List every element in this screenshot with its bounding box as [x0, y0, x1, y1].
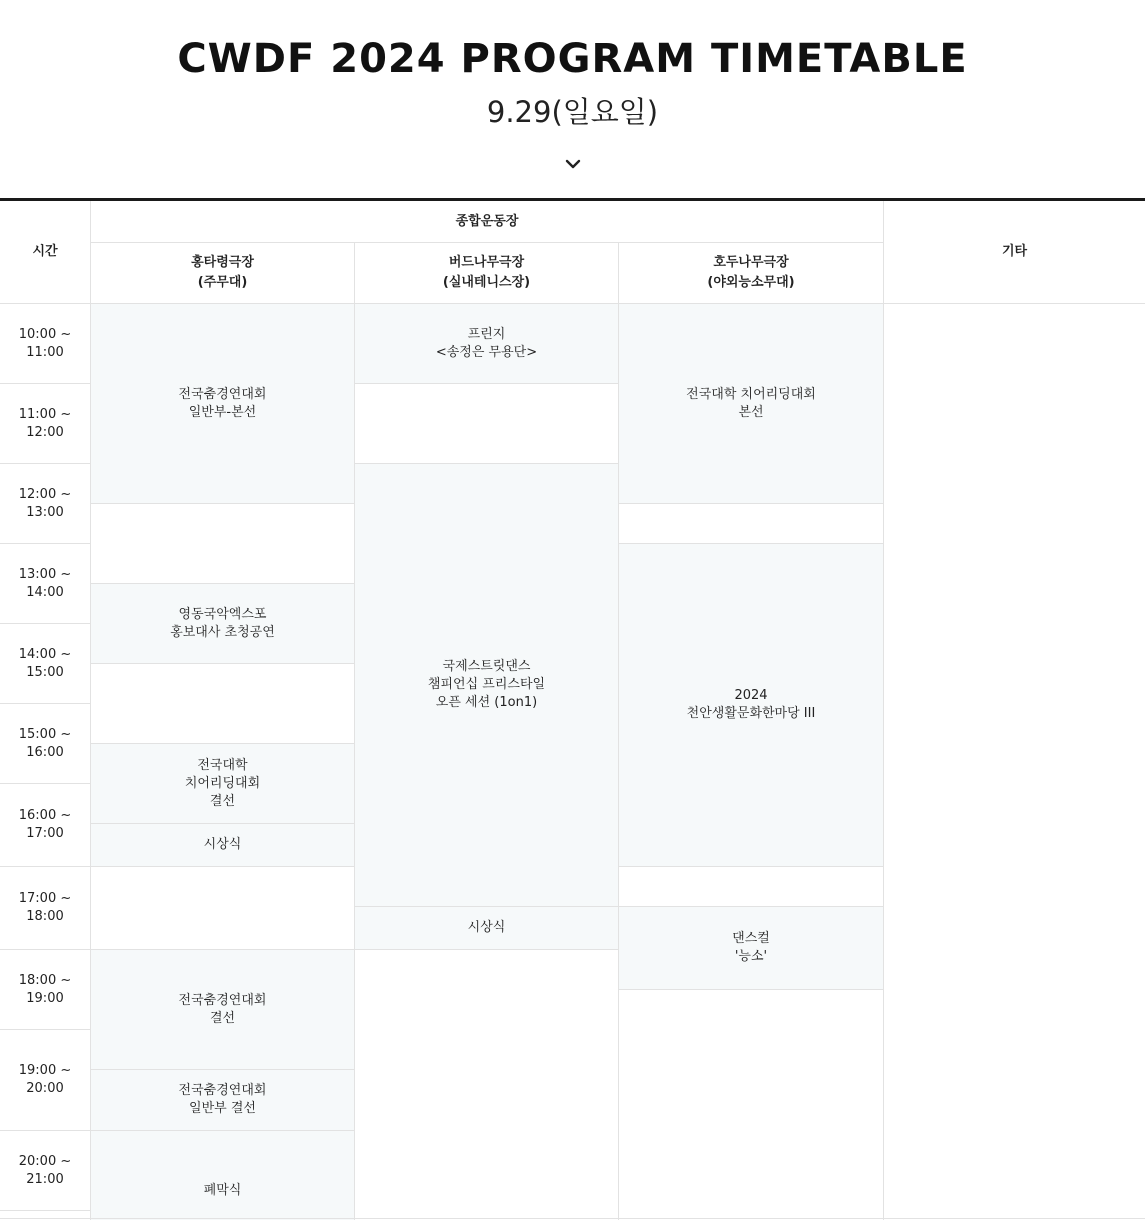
event-label: 2024 천안생활문화한마당 III — [686, 688, 816, 721]
grid-line — [883, 201, 884, 1220]
grid-line — [91, 949, 354, 950]
event-cell[interactable] — [91, 1070, 354, 1130]
event-cell[interactable] — [619, 304, 883, 503]
grid-line — [0, 623, 90, 624]
time-slot — [0, 950, 90, 1029]
grid-line — [619, 989, 883, 990]
time-label: 20:00 ~ 21:00 — [18, 1153, 72, 1187]
grid-line — [90, 201, 91, 1220]
grid-line — [619, 543, 883, 544]
grid-line — [91, 1069, 354, 1070]
time-label: 13:00 ~ 14:00 — [18, 566, 72, 600]
grid-line — [355, 949, 618, 950]
grid-line — [619, 866, 883, 867]
event-cell[interactable] — [355, 907, 618, 949]
grid-line — [355, 463, 618, 464]
time-label: 10:00 ~ 11:00 — [18, 326, 72, 360]
event-cell[interactable] — [355, 464, 618, 906]
event-label: 댄스컬 '능소' — [732, 931, 770, 964]
other-header-label: 기타 — [1001, 244, 1028, 259]
event-cell[interactable] — [91, 950, 354, 1069]
grid-line — [0, 1218, 1145, 1219]
grid-line — [618, 243, 619, 1220]
event-label: 폐막식 — [203, 1182, 242, 1198]
grid-line — [0, 383, 90, 384]
time-label: 11:00 ~ 12:00 — [18, 406, 72, 440]
time-label: 17:00 ~ 18:00 — [18, 891, 72, 924]
time-slot — [0, 544, 90, 623]
event-label: 시상식 — [203, 837, 242, 852]
grid-line — [91, 663, 354, 664]
time-column-header — [0, 201, 90, 303]
event-cell[interactable] — [91, 304, 354, 503]
time-slot — [0, 704, 90, 783]
grid-line — [91, 823, 354, 824]
event-cell[interactable] — [619, 544, 883, 866]
grid-line — [91, 743, 354, 744]
time-label: 18:00 ~ 19:00 — [18, 972, 72, 1006]
event-label: 전국춤경연대회 결선 — [178, 992, 267, 1026]
grid-line — [91, 242, 883, 243]
venue-sub: (실내테니스장) — [442, 275, 531, 290]
time-slot — [0, 464, 90, 543]
venue-header-hongtaryeong — [91, 243, 354, 303]
grid-line — [0, 949, 90, 950]
event-cell[interactable] — [91, 584, 354, 663]
time-slot — [0, 624, 90, 703]
chevron-down-icon[interactable] — [562, 156, 584, 172]
venue-name: 호두나무극장 — [713, 255, 789, 270]
venue-group-header — [91, 201, 883, 242]
grid-line — [619, 503, 883, 504]
venue-name: 홍타령극장 — [191, 255, 254, 270]
page-date: 9.29(일요일) — [486, 95, 659, 129]
event-cell[interactable] — [91, 1131, 354, 1220]
event-label: 전국대학 치어리딩대회 본선 — [686, 386, 816, 420]
venue-header-hodunamu — [619, 243, 883, 303]
event-label: 프린지 <송정은 무용단> — [435, 326, 538, 360]
page-title: CWDF 2024 PROGRAM TIMETABLE — [177, 36, 968, 82]
grid-line — [0, 1029, 90, 1030]
venue-name: 버드나무극장 — [448, 255, 525, 270]
event-cell[interactable] — [91, 824, 354, 866]
time-label: 12:00 ~ 13:00 — [18, 486, 72, 520]
venue-sub: (야외능소무대) — [707, 275, 795, 290]
venue-sub: (주무대) — [197, 275, 248, 290]
event-label: 국제스트릿댄스 챔피언십 프리스타일 오픈 세션 (1on1) — [427, 659, 546, 710]
time-label: 19:00 ~ 20:00 — [18, 1063, 72, 1096]
venue-group-label: 종합운동장 — [455, 213, 519, 229]
grid-line — [0, 783, 90, 784]
time-slot — [0, 867, 90, 949]
grid-line — [619, 906, 883, 907]
grid-line — [0, 703, 90, 704]
grid-line — [91, 583, 354, 584]
grid-line — [91, 1130, 354, 1131]
grid-line — [0, 1210, 90, 1211]
event-label: 전국춤경연대회 일반부 결선 — [178, 1083, 267, 1116]
event-cell[interactable] — [91, 744, 354, 823]
time-slot — [0, 784, 90, 866]
event-label: 영동국악엑스포 홍보대사 초청공연 — [170, 606, 275, 640]
time-slot — [0, 1030, 90, 1130]
grid-line — [0, 463, 90, 464]
event-label: 전국대학 치어리딩대회 결선 — [184, 757, 261, 809]
event-label: 시상식 — [467, 920, 506, 935]
time-label: 16:00 ~ 17:00 — [18, 808, 72, 841]
page-header — [0, 0, 1145, 200]
event-cell[interactable] — [355, 304, 618, 383]
time-slot — [0, 1131, 90, 1210]
grid-line — [91, 503, 354, 504]
time-slot — [0, 384, 90, 463]
other-column-header — [884, 201, 1145, 303]
event-cell[interactable] — [619, 907, 883, 989]
grid-line — [0, 866, 90, 867]
grid-line — [91, 866, 354, 867]
grid-line — [355, 906, 618, 907]
grid-line — [354, 243, 355, 1220]
grid-line — [355, 383, 618, 384]
time-header-label: 시간 — [32, 244, 58, 259]
venue-header-beodeunamu — [355, 243, 618, 303]
grid-line — [0, 543, 90, 544]
time-label: 14:00 ~ 15:00 — [18, 646, 72, 680]
grid-line — [0, 303, 1145, 304]
grid-line — [0, 1130, 90, 1131]
time-label: 15:00 ~ 16:00 — [18, 726, 72, 760]
event-label: 전국춤경연대회 일반부-본선 — [178, 386, 267, 420]
time-slot — [0, 304, 90, 383]
